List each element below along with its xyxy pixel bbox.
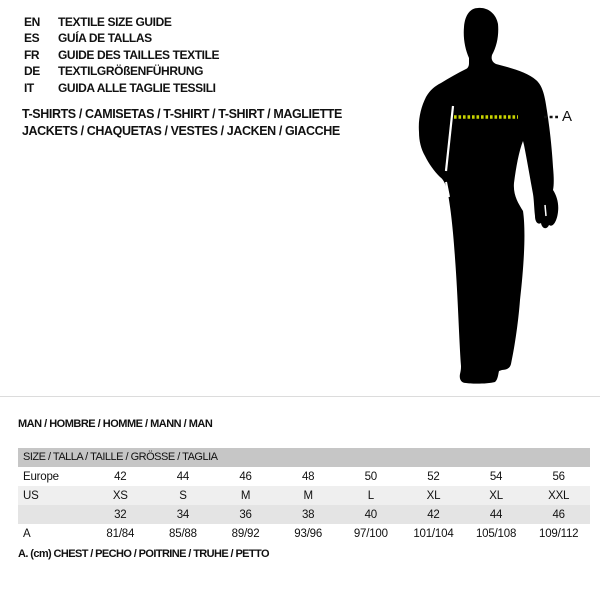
size-cell: 50	[364, 470, 378, 483]
language-row	[24, 30, 219, 46]
size-cell: 46	[552, 508, 565, 521]
size-cell: L	[367, 489, 374, 502]
size-cell: 97/100	[353, 527, 388, 540]
table-row	[18, 505, 590, 524]
language-code: ES	[24, 31, 40, 46]
size-cell: 85/88	[169, 527, 197, 540]
category-list	[22, 106, 342, 139]
size-cell: XL	[489, 489, 503, 502]
size-cell: M	[303, 489, 313, 502]
section-title: MAN / HOMBRE / HOMME / MANN / MAN	[18, 418, 213, 430]
language-row	[24, 63, 219, 79]
row-label: A	[23, 527, 31, 540]
size-cell: 42	[427, 508, 440, 521]
category-line: JACKETS / CHAQUETAS / VESTES / JACKEN / GIACCHE	[22, 123, 340, 138]
man-silhouette	[419, 8, 558, 384]
size-cell: 48	[301, 470, 315, 483]
size-cell: 44	[176, 470, 190, 483]
man-silhouette-figure	[395, 0, 600, 400]
size-cell: 89/92	[231, 527, 260, 540]
size-cell: 93/96	[294, 527, 323, 540]
measure-footnote: A. (cm) CHEST / PECHO / POITRINE / TRUHE / PETTO	[18, 548, 269, 560]
size-cell: 36	[239, 508, 252, 521]
table-row	[18, 467, 590, 486]
size-cell: 42	[114, 470, 127, 483]
size-cell: M	[240, 489, 251, 502]
size-cell: 52	[427, 470, 440, 483]
size-cell: 40	[364, 508, 378, 521]
size-cell: 34	[176, 508, 190, 521]
size-cell: 46	[239, 470, 252, 483]
row-label: US	[23, 489, 39, 502]
size-cell: 32	[114, 508, 127, 521]
language-label: TEXTILE SIZE GUIDE	[58, 15, 172, 29]
measure-label-a: A	[562, 108, 573, 125]
size-cell: 105/108	[475, 527, 517, 540]
size-cell: S	[179, 489, 187, 502]
language-row	[24, 14, 219, 30]
section-divider	[0, 396, 600, 397]
row-label: Europe	[23, 470, 59, 483]
size-cell: 56	[552, 470, 565, 483]
size-table-body	[18, 467, 590, 543]
size-cell: XL	[426, 489, 441, 502]
size-cell: XXL	[548, 489, 570, 502]
table-row	[18, 486, 590, 505]
size-table	[18, 467, 590, 543]
table-row	[18, 524, 590, 543]
size-cell: 101/104	[413, 527, 454, 540]
language-code: IT	[24, 80, 34, 95]
size-cell: 109/112	[539, 527, 579, 540]
size-table-header: SIZE / TALLA / TAILLE / GRÖSSE / TAGLIA	[18, 448, 590, 467]
language-label: GUIDA ALLE TAGLIE TESSILI	[58, 80, 216, 95]
finger-gap	[545, 205, 546, 216]
language-code: FR	[24, 47, 40, 62]
size-cell: 38	[301, 508, 315, 521]
language-label: GUÍA DE TALLAS	[58, 31, 152, 46]
language-code: EN	[24, 15, 40, 29]
language-label: TEXTILGRÖßENFÜHRUNG	[58, 64, 204, 79]
language-row	[24, 47, 219, 63]
size-cell: XS	[112, 489, 128, 502]
language-list	[24, 14, 219, 96]
category-line: T-SHIRTS / CAMISETAS / T-SHIRT / T-SHIRT / MAGLIETTE	[22, 107, 342, 121]
language-row	[24, 80, 219, 96]
size-cell: 81/84	[106, 527, 135, 540]
language-code: DE	[24, 64, 40, 79]
row-label	[18, 505, 89, 524]
language-label: GUIDE DES TAILLES TEXTILE	[58, 47, 220, 62]
size-cell: 54	[489, 470, 503, 483]
size-cell: 44	[489, 508, 503, 521]
